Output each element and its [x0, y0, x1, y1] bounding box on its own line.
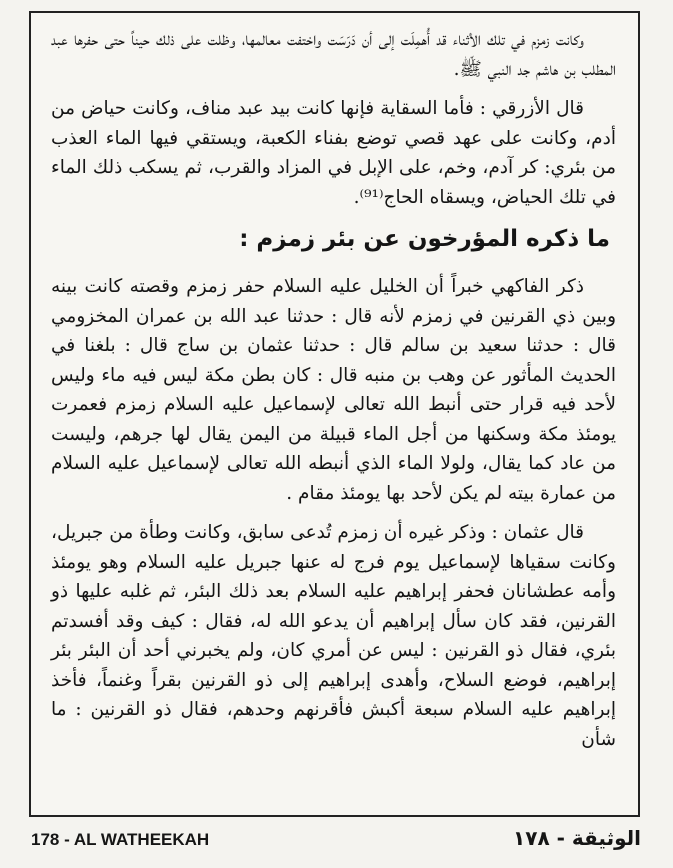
- footer-page-number-arabic: الوثيقة - ١٧٨: [513, 826, 641, 850]
- page-frame: [29, 11, 640, 817]
- paragraph-uthman-report: قال عثمان : وذكر غيره أن زمزم تُدعى سابق، وكانت وطأة من جبريل، وكانت سقياها لإسماعيل يوم فرج له عنها جبريل عليه السلام وهو يومئذ وأمه عطشانان فحفر إبراهيم عليه السلام بعد ذلك البئر، ثم غلبه عليها ذو القرنين، فقد كان سأل إبراهيم أن يدعو الله له، فقال : كيف وقد أفسدتم بئري، فقال ذو القرنين : ليس عن أمري كان، ولم يخبرني أحد أن البئر بئر إبراهيم، فوضع السلاح، وأهدى إبراهيم إلى ذو القرنين بقراً وغنماً، فأخذ إبراهيم عليه السلام سبعة أكبش فأقرنهم وحدهم، فقال ذو القرنين : ما شأن: [51, 522, 616, 750]
- page-content: [51, 25, 616, 764]
- paragraph-azraqi-siqaya: قال الأزرقي : فأما السقاية فإنها كانت بيد عبد مناف، وكانت حياض من أدم، وكانت على عهد قصي توضع بفناء الكعبة، ويستقي فيها الماء العذب من بئري: كر آدم، وخم، على الإبل في المزاد والقرب، ثم يسكب ذلك الماء في تلك الحياض، ويسقاه الحاج⁽⁹¹⁾.: [51, 98, 616, 208]
- paragraph-zamzam-neglect: وكانت زمزم في تلك الأثناء قد أُهمِلَت إلى أن دَرَسَت واختفت معالمها، وظلت على ذلك حيناً حتى حفرها عبد المطلب بن هاشم جد النبي ﷺ.: [51, 29, 616, 80]
- section-heading: ما ذكره المؤرخون عن بئر زمزم :: [239, 226, 610, 252]
- footer-page-number-latin: 178 - AL WATHEEKAH: [31, 830, 210, 849]
- page-footer: [0, 826, 673, 856]
- paragraph-fakihi-report: ذكر الفاكهي خبراً أن الخليل عليه السلام حفر زمزم وقصته كانت بينه وبين ذي القرنين في زمزم لأنه قال : حدثنا عبد الله بن عمران المخزومي قال : حدثنا سعيد بن سالم قال : حدثنا عثمان بن ساج قال : بلغنا في الحديث المأثور عن وهب بن منبه قال : كان بطن مكة ليس فيه ماء وليس لأحد فيه قرار حتى أنبط الله تعالى لإسماعيل عليه السلام زمزم فعمرت يومئذ مكة وسكنها من أجل الماء قبيلة من اليمن يقال لها جرهم، وليست من عاد كما يقال، ولولا الماء الذي أنبطه الله تعالى لإسماعيل عليه السلام من عمارة بيته لم يكن لأحد بها يومئذ مقام .: [51, 276, 616, 504]
